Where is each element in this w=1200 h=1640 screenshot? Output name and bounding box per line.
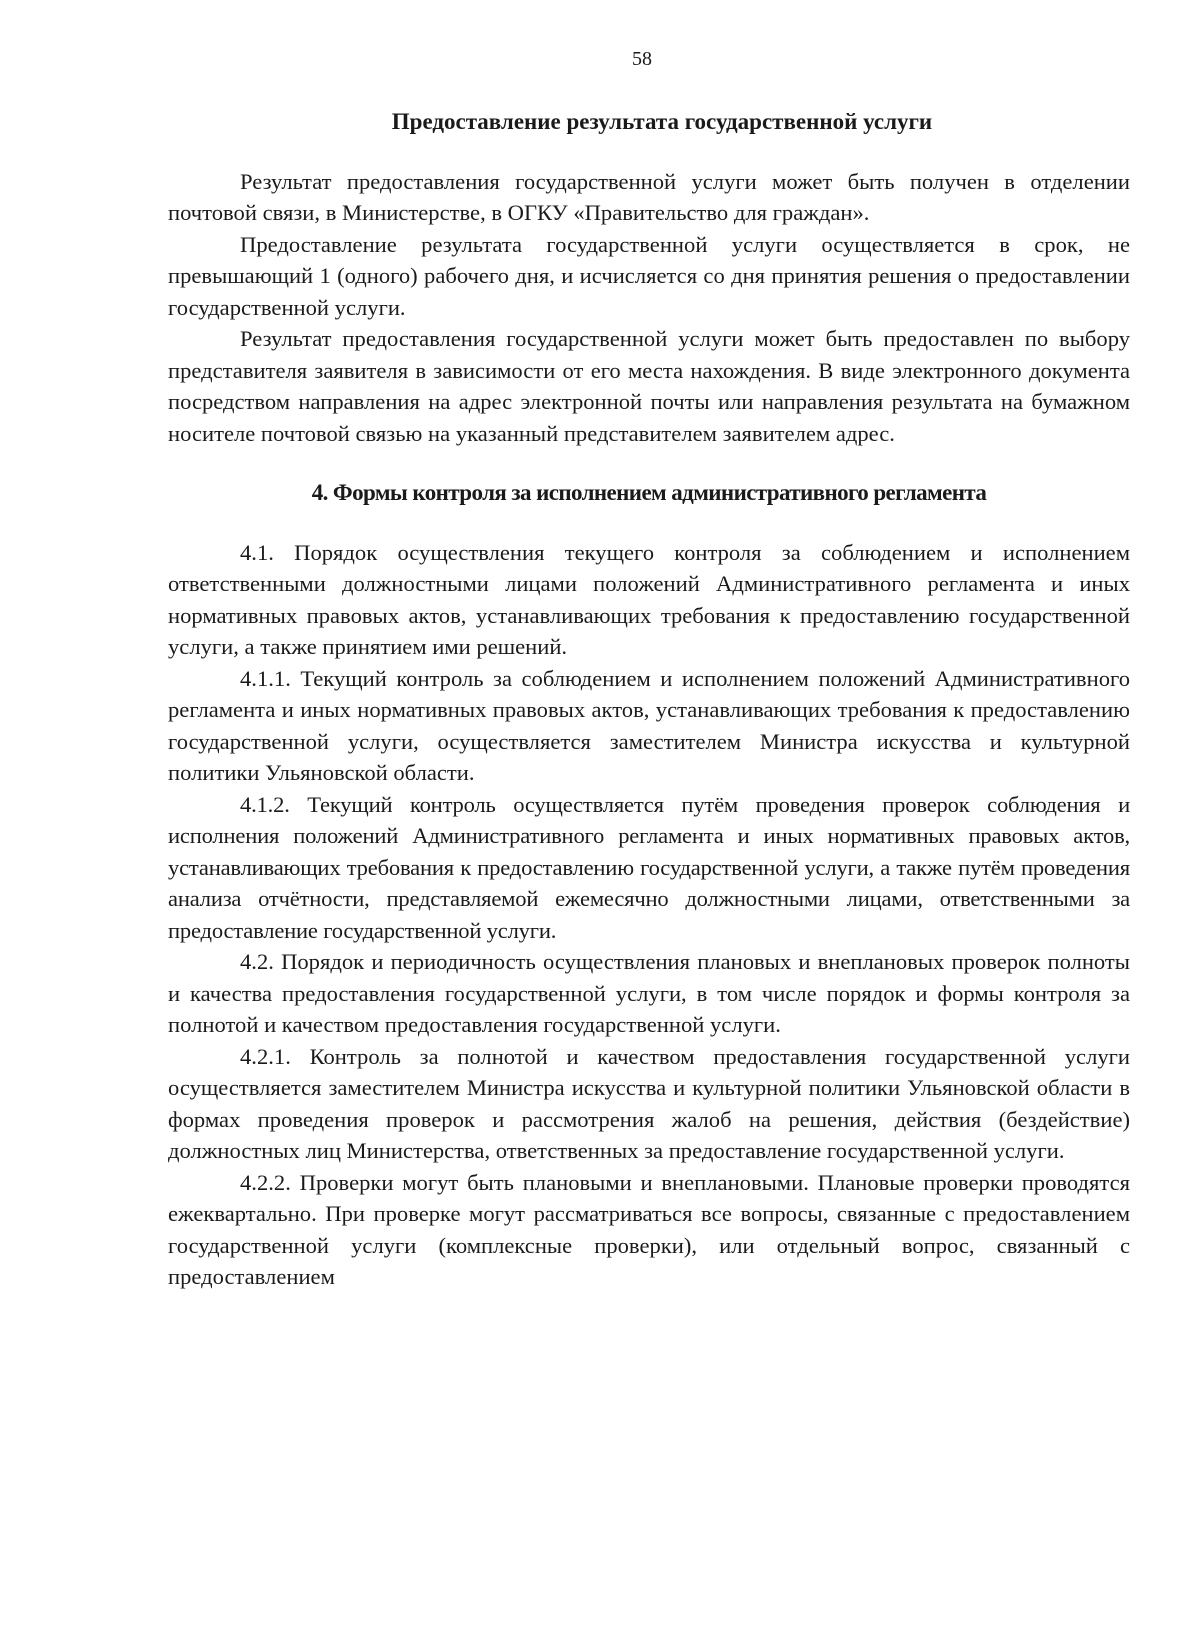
paragraph-result-3: Результат предоставления государственной услуги может быть предоставлен по выбору представителя заявителя в зависимости от его места нахождения. В виде электронного документа посредством направления на адрес электронной почты или направления результата на бумажном носителе почтовой связью на указанный представителем заявителем адрес.: [168, 326, 1130, 446]
paragraph-4-1: 4.1. Порядок осуществления текущего контроля за соблюдением и исполнением ответственными должностными лицами положений Административного регламента и иных нормативных правовых актов, устанавливающих требования к предоставлению государственной услуги, а также принятием ими решений.: [168, 539, 1130, 659]
paragraph-result-2: Предоставление результата государственной услуги осуществляется в срок, не превышающий 1 (одного) рабочего дня, и исчисляется со дня принятия решения о предоставлении государственной услуги.: [168, 231, 1130, 320]
section-heading-4: 4. Формы контроля за исполнением административного регламента: [311, 480, 987, 505]
paragraph-4-1-1: 4.1.1. Текущий контроль за соблюдением и исполнением положений Административного регламента и иных нормативных правовых актов, устанавливающих требования к предоставлению государственной услуги, осуществляется заместителем Министра искусства и культурной политики Ульяновской области.: [168, 665, 1130, 785]
page-body: [168, 100, 1130, 1293]
page-number: 58: [632, 48, 652, 70]
section-heading-result: Предоставление результата государственной услуги: [391, 109, 933, 134]
paragraph-result-1: Результат предоставления государственной услуги может быть получен в отделении почтовой связи, в Министерстве, в ОГКУ «Правительство для граждан».: [168, 168, 1130, 225]
paragraph-4-2-2: 4.2.2. Проверки могут быть плановыми и внеплановыми. Плановые проверки проводятся ежеквартально. При проверке могут рассматриваться все вопросы, связанные с предоставлением государственной услуги (комплексные проверки), или отдельный вопрос, связанный с предоставлением: [168, 1169, 1130, 1289]
paragraph-4-2: 4.2. Порядок и периодичность осуществления плановых и внеплановых проверок полноты и качества предоставления государственной услуги, в том числе порядок и формы контроля за полнотой и качеством предоставления государственной услуги.: [168, 949, 1130, 1037]
paragraph-4-2-1: 4.2.1. Контроль за полнотой и качеством предоставления государственной услуги осуществляется заместителем Министра искусства и культурной политики Ульяновской области в формах проведения проверок и рассмотрения жалоб на решения, действия (бездействие) должностных лиц Министерства, ответственных за предоставление государственной услуги.: [168, 1043, 1130, 1163]
paragraph-4-1-2: 4.1.2. Текущий контроль осуществляется путём проведения проверок соблюдения и исполнения положений Административного регламента и иных нормативных правовых актов, устанавливающих требования к предоставлению государственной услуги, а также путём проведения анализа отчётности, представляемой ежемесячно должностными лицами, ответственными за предоставление государственной услуги.: [168, 791, 1130, 943]
